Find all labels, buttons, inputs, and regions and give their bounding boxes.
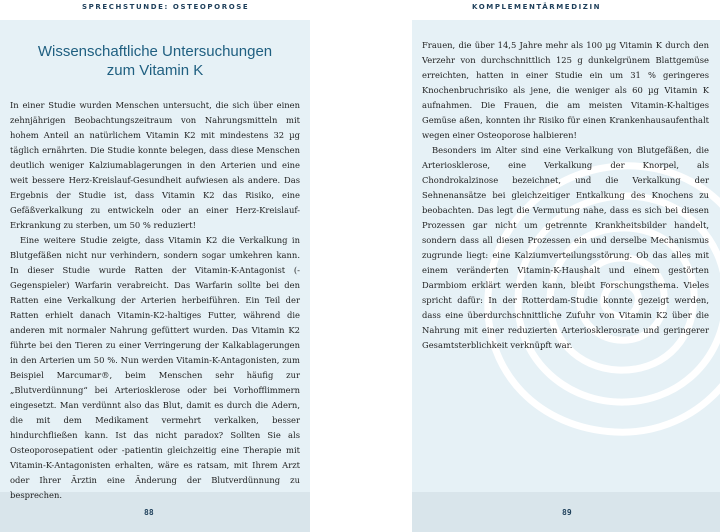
title-line-2: zum Vitamin K: [106, 62, 204, 79]
paragraph: Eine weitere Studie zeigte, dass Vitamin K2 die Verkalkung in Blutgefäßen nicht nur verhindern, sondern sogar umkehren kann. In dieser Studie wurde Ratten der Vitamin-K-Antagonist (-Gegenspieler) Warfarin verabreicht. Das Warfarin sollte bei den Ratten eine Verkalkung der Arterien herbeiführen. Ein Teil der Ratten erhielt danach Vitamin-K2-haltiges Futter, während die anderen mit normaler Nahrung gefüttert wurden. Das Vitamin K2 führte bei den Tieren zu einer Verringerung der Kalkablagerungen in den Arterien um 50 %. Nun werden Vitamin-K-Antagonisten, zum Beispiel Marcumar®, beim Menschen sehr häufig zur „Blutverdünnung“ bei Arteriosklerose oder bei Vorhofflimmern eingesetzt. Man verdünnt also das Blut, damit es durch die Adern, die mit dem Medikament vermehrt verkalken, besser hindurchfließen kann. Ist das nicht paradox? Sollten Sie als Osteoporosepatient oder -patientin gleichzeitig eine Therapie mit Vitamin-K-Antagonisten erhalten, wäre es ratsam, mit Ihrem Arzt oder Ihrer Ärztin eine Änderung der Blutverdünnung zu besprechen.: [10, 235, 300, 500]
left-text-column: [10, 98, 300, 503]
paragraph: Frauen, die über 14,5 Jahre mehr als 100 µg Vitamin K durch den Verzehr von durchschnittlich 125 g dunkelgrünem Blattgemüse erreichten, hatten in einer Studie ein um 31 % geringeres Knochenbruchrisiko als jene, die weniger als 60 µg Vitamin K aufnahmen. Die Frauen, die am meisten Vitamin-K-haltiges Gemüse aßen, konnten ihr Risiko für einen Krankenhausaufenthalt wegen einer Osteoporose halbieren!: [422, 40, 709, 140]
running-header-left: SPRECHSTUNDE: OSTEOPOROSE: [82, 3, 250, 11]
paragraph: Besonders im Alter sind eine Verkalkung von Blutgefäßen, die Arteriosklerose, eine Verkalkung der Knorpel, als Chondrokalzinose bezeichnet, und die Verkalkung der Sehnenansätze bei gleichzeitiger Entkalkung des Knochens zu beobachten. Das legt die Vermutung nahe, dass es sich bei diesen Prozessen gar nicht um getrennte Krankheitsbilder handelt, sondern dass all diesen Prozessen ein und derselbe Mechanismus zugrunde liegt: eine Kalziumverteilungsstörung. Ob das alles mit einem veränderten Vitamin-K-Haushalt und einem gestörten Darmbiom erklärt werden kann, bleibt Forschungsthema. Vieles spricht dafür: In der Rotterdam-Studie konnte gezeigt werden, dass eine überdurchschnittliche Zufuhr von Vitamin K2 über die Nahrung mit einer reduzierten Arteriosklerosrate und geringerer Gesamtsterblichkeit verknüpft war.: [422, 145, 709, 350]
running-header-right: KOMPLEMENTÄRMEDIZIN: [472, 3, 602, 11]
paragraph: In einer Studie wurden Menschen untersucht, die sich über einen zehnjährigen Beobachtungszeitraum von Nahrungsmitteln mit hohem Anteil an natürlichem Vitamin K2 mit mindestens 32 µg täglich ernährten. Die Studie konnte belegen, dass diese Menschen deutlich weniger Kalziumablagerungen in den Arterien und eine weit bessere Herz-Kreislauf-Gesundheit aufwiesen als andere. Das Ergebnis der Studie ist, dass Vitamin K2 das Risiko, eine Gefäßverkalkung zu entwickeln oder an einer Herz-Kreislauf-Erkrankung zu sterben, um 50 % reduziert!: [10, 100, 300, 230]
title-line-1: Wissenschaftliche Untersuchungen: [37, 43, 273, 60]
page-number-left: 88: [144, 508, 154, 517]
box-title: [0, 42, 310, 80]
right-page: [360, 0, 720, 532]
page-number-right: 89: [562, 508, 572, 517]
right-text-column: [422, 38, 709, 353]
